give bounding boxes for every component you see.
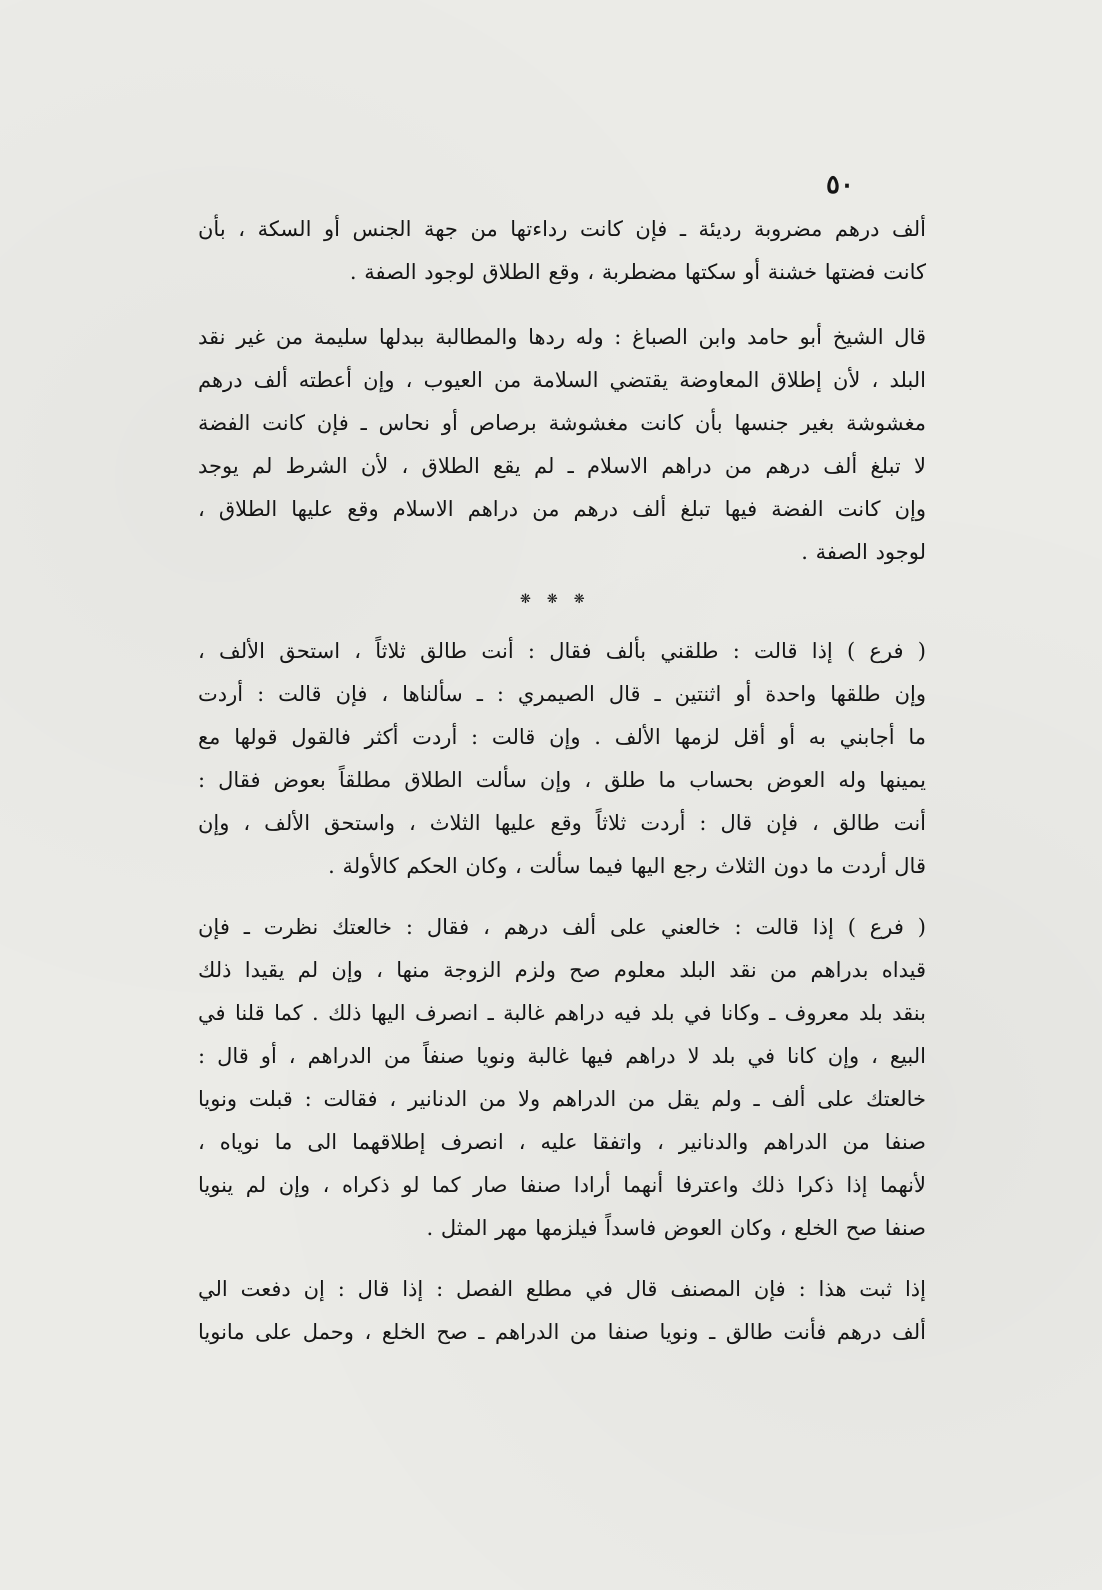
text-line: ( فرع ) إذا قالت : خالعني على ألف درهم ، فقال : خالعتك نظرت ـ فإن (198, 915, 926, 939)
section-separator-stars: ❋❋❋ (520, 592, 601, 607)
text-line: ألف درهم مضروبة رديئة ـ فإن كانت رداءتها من جهة الجنس أو السكة ، بأن (198, 217, 926, 241)
paragraph-1 (198, 208, 926, 294)
text-line: لأنهما إذا ذكرا ذلك واعترفا أنهما أرادا صنفا صار كما لو ذكراه ، وإن لم ينويا (198, 1173, 926, 1197)
text-line: بنقد بلد معروف ـ وكانا في بلد فيه دراهم غالبة ـ انصرف اليها ذلك . كما قلنا في (198, 1001, 926, 1025)
text-line: لوجود الصفة . (801, 540, 926, 564)
text-line: ألف درهم فأنت طالق ـ ونويا صنفا من الدراهم ـ صح الخلع ، وحمل على مانويا (198, 1320, 926, 1344)
paragraph-3 (198, 630, 926, 888)
paragraph-2 (198, 316, 926, 574)
text-line: وإن كانت الفضة فيها تبلغ ألف درهم من دراهم الاسلام وقع عليها الطلاق ، (198, 497, 926, 521)
text-line: خالعتك على ألف ـ ولم يقل من الدراهم ولا من الدنانير ، فقالت : قبلت ونويا (198, 1087, 926, 1111)
text-line: صنفا صح الخلع ، وكان العوض فاسداً فيلزمها مهر المثل . (426, 1216, 926, 1240)
text-line: صنفا من الدراهم والدنانير ، واتفقا عليه ، انصرف إطلاقهما الى ما نوياه ، (198, 1130, 926, 1154)
paragraph-4 (198, 906, 926, 1250)
text-line: البيع ، وإن كانا في بلد لا دراهم فيها غالبة ونويا صنفاً من الدراهم ، أو قال : (198, 1044, 926, 1068)
text-line: يمينها وله العوض بحساب ما طلق ، وإن سألت الطلاق مطلقاً بعوض فقال : (198, 768, 926, 792)
text-line: قيداه بدراهم من نقد البلد معلوم صح ولزم الزوجة منها ، وإن لم يقيدا ذلك (198, 958, 926, 982)
text-line: ما أجابني به أو أقل لزمها الألف . وإن قالت : أردت أكثر فالقول قولها مع (198, 725, 926, 749)
text-line: مغشوشة بغير جنسها بأن كانت مغشوشة برصاص أو نحاس ـ فإن كانت الفضة (198, 411, 926, 435)
text-line: ( فرع ) إذا قالت : طلقني بألف فقال : أنت طالق ثلاثاً ، استحق الألف ، (198, 639, 926, 663)
text-line: لا تبلغ ألف درهم من دراهم الاسلام ـ لم يقع الطلاق ، لأن الشرط لم يوجد (198, 454, 926, 478)
text-line: إذا ثبت هذا : فإن المصنف قال في مطلع الفصل : إذا قال : إن دفعت الي (198, 1277, 926, 1301)
text-line: البلد ، لأن إطلاق المعاوضة يقتضي السلامة من العيوب ، وإن أعطته ألف درهم (198, 368, 926, 392)
text-line: قال أردت ما دون الثلاث رجع اليها فيما سألت ، وكان الحكم كالأولة . (328, 854, 926, 878)
page-number: ٥٠ (826, 170, 854, 200)
text-line: أنت طالق ، فإن قال : أردت ثلاثاً وقع عليها الثلاث ، واستحق الألف ، وإن (198, 811, 926, 835)
paragraph-5 (198, 1268, 926, 1354)
text-line: قال الشيخ أبو حامد وابن الصباغ : وله ردها والمطالبة ببدلها سليمة من غير نقد (198, 325, 926, 349)
text-line: وإن طلقها واحدة أو اثنتين ـ قال الصيمري : ـ سألناها ، فإن قالت : أردت (198, 682, 926, 706)
text-line: كانت فضتها خشنة أو سكتها مضطربة ، وقع الطلاق لوجود الصفة . (349, 260, 926, 284)
